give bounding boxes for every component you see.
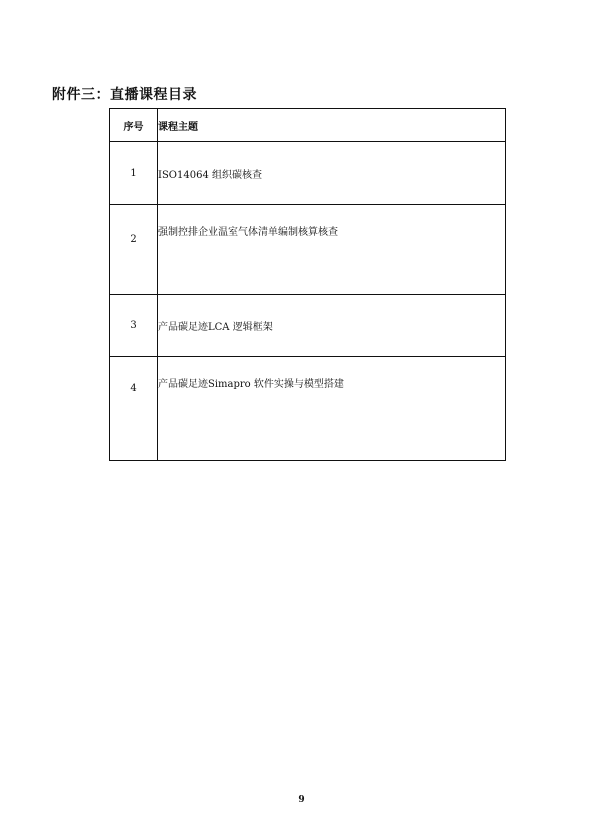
row-topic: ISO14064 组织碳核查: [158, 142, 506, 205]
row-topic: 产品碳足迹Simapro 软件实操与模型搭建: [158, 357, 506, 461]
page-number: 9: [298, 795, 305, 805]
page-heading: 附件三：直播课程目录: [52, 87, 197, 103]
header-number: 序号: [110, 109, 158, 142]
row-number: 2: [110, 205, 158, 295]
row-number: 3: [110, 295, 158, 357]
row-number: 4: [110, 357, 158, 461]
row-topic: 产品碳足迹LCA 逻辑框架: [158, 295, 506, 357]
row-number: 1: [110, 142, 158, 205]
table-header-row: [110, 109, 506, 142]
table-row: [110, 205, 506, 295]
course-table: [109, 108, 506, 461]
header-topic: 课程主题: [158, 109, 506, 142]
table-row: [110, 142, 506, 205]
table-row: [110, 295, 506, 357]
row-topic: 强制控排企业温室气体清单编制核算核查: [158, 205, 506, 295]
table-row: [110, 357, 506, 461]
